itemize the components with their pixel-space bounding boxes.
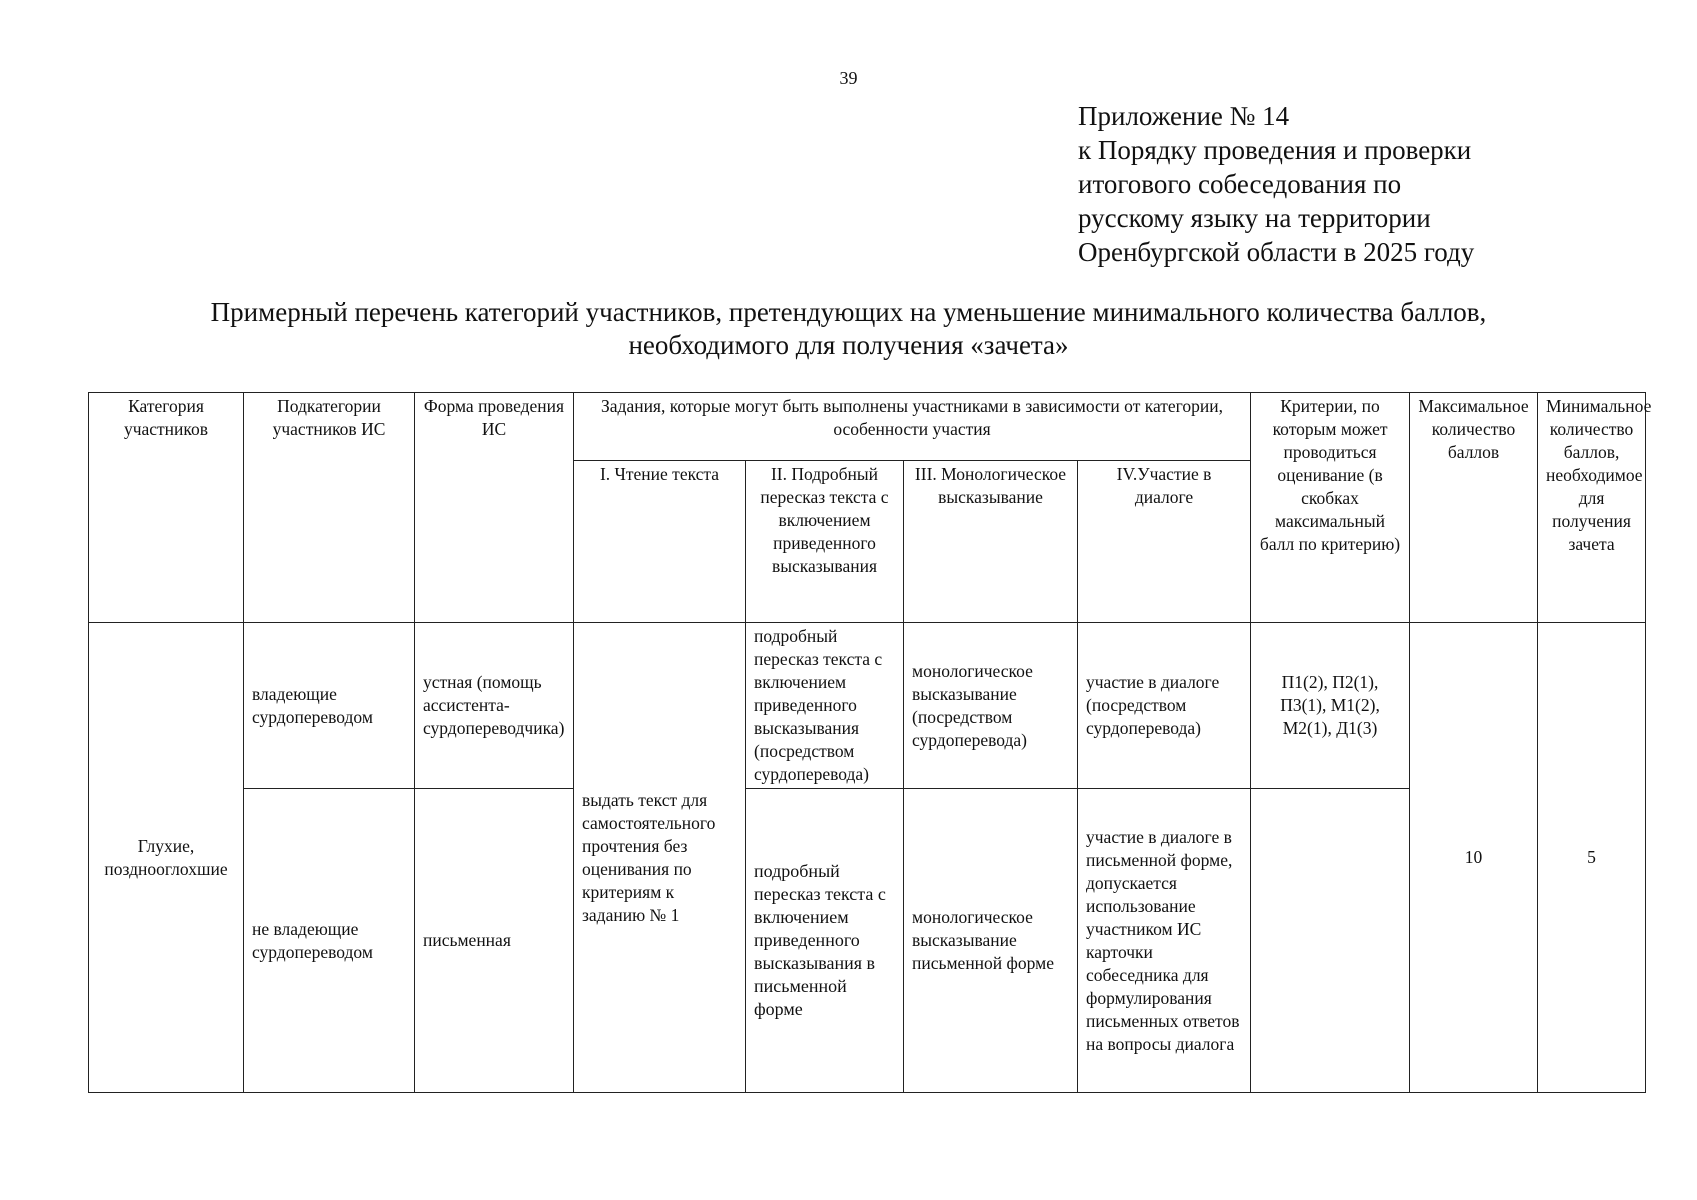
cell-form: устная (помощь ассистента-сурдопереводчика) xyxy=(415,623,574,789)
cell-task-2: подробный пересказ текста с включением приведенного высказывания (посредством сурдоперевода) xyxy=(746,623,904,789)
header-criteria: Критерии, по которым может проводиться оценивание (в скобках максимальный балл по критерию) xyxy=(1251,393,1410,623)
appendix-heading xyxy=(1078,99,1474,269)
categories-table xyxy=(88,392,1652,1093)
cell-min-score: 5 xyxy=(1538,623,1646,1093)
appendix-line: Оренбургской области в 2025 году xyxy=(1078,237,1475,267)
cell-category: Глухие, позднооглохшие xyxy=(89,623,244,1093)
cell-task-1: выдать текст для самостоятельного прочтения без оценивания по критериям к заданию № 1 xyxy=(574,623,746,1093)
header-task-4: IV.Участие в диалоге xyxy=(1078,461,1251,623)
cell-criteria: П1(2), П2(1), П3(1), М1(2), М2(1), Д1(3) xyxy=(1251,623,1410,789)
appendix-line: итогового собеседования по xyxy=(1078,169,1402,199)
document-title-line: Примерный перечень категорий участников, претендующих на уменьшение минимального количества баллов, xyxy=(210,297,1487,327)
document-title xyxy=(120,296,1577,362)
cell-task-4: участие в диалоге в письменной форме, допускается использование участником ИС карточки собеседника для формулирования письменных ответов на вопросы диалога xyxy=(1078,789,1251,1093)
header-form: Форма проведения ИС xyxy=(415,393,574,623)
cell-max-score: 10 xyxy=(1410,623,1538,1093)
cell-subcategory: не владеющие сурдопереводом xyxy=(244,789,415,1093)
appendix-line: Приложение № 14 xyxy=(1078,101,1290,131)
appendix-line: к Порядку проведения и проверки xyxy=(1078,135,1472,165)
appendix-line: русскому языку на территории xyxy=(1078,203,1431,233)
page-number: 39 xyxy=(839,68,858,88)
header-tasks: Задания, которые могут быть выполнены участниками в зависимости от категории, особенности участия xyxy=(574,393,1251,461)
cell-form: письменная xyxy=(415,789,574,1093)
cell-task-3: монологическое высказывание письменной форме xyxy=(904,789,1078,1093)
document-title-line: необходимого для получения «зачета» xyxy=(628,330,1069,360)
cell-task-3: монологическое высказывание (посредством сурдоперевода) xyxy=(904,623,1078,789)
cell-criteria-empty xyxy=(1251,789,1410,1093)
header-task-3: III. Монологическое высказывание xyxy=(904,461,1078,623)
header-task-2: II. Подробный пересказ текста с включением приведенного высказывания xyxy=(746,461,904,623)
cell-task-4: участие в диалоге (посредством сурдоперевода) xyxy=(1078,623,1251,789)
header-category: Категория участников xyxy=(89,393,244,623)
cell-task-2: подробный пересказ текста с включением приведенного высказывания в письменной форме xyxy=(746,789,904,1093)
header-min-score: Минимальное количество баллов, необходимое для получения зачета xyxy=(1538,393,1646,623)
header-task-1: I. Чтение текста xyxy=(574,461,746,623)
cell-subcategory: владеющие сурдопереводом xyxy=(244,623,415,789)
header-subcategory: Подкатегории участников ИС xyxy=(244,393,415,623)
header-max-score: Максимальное количество баллов xyxy=(1410,393,1538,623)
